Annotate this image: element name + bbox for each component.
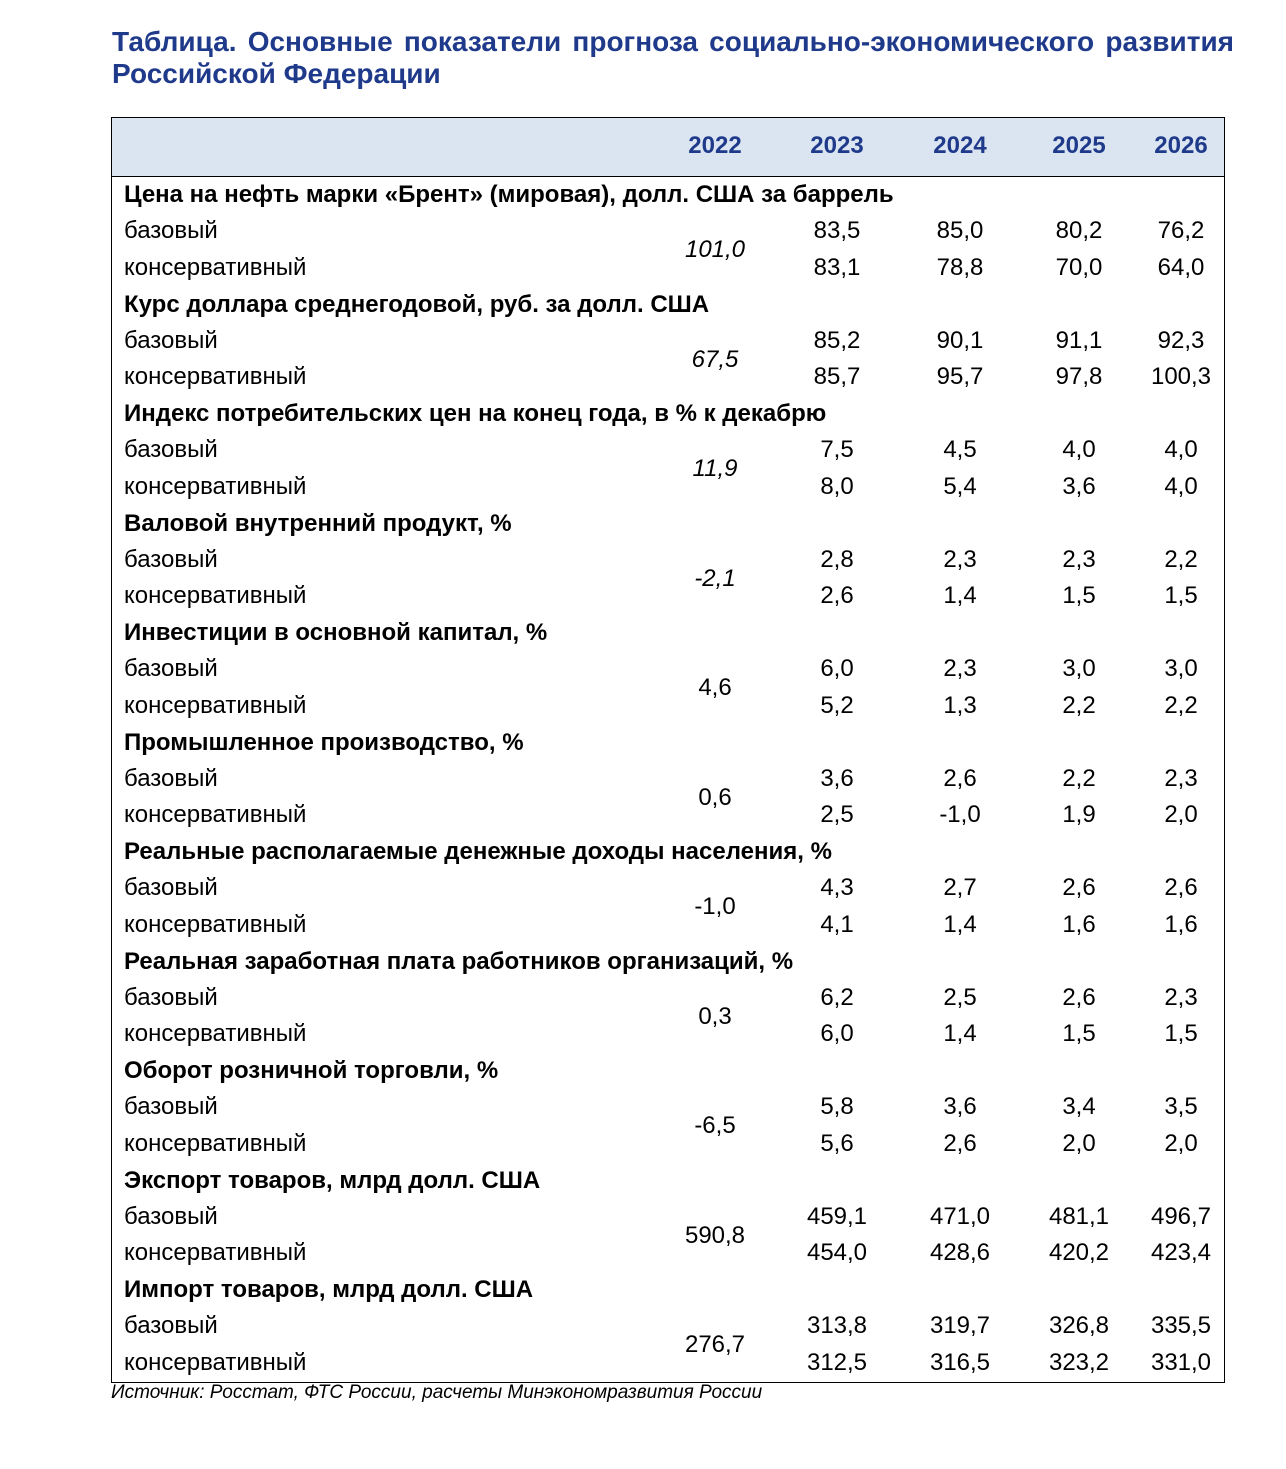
value-2025: 1,5 [1062, 1020, 1096, 1047]
value-2024: 2,6 [943, 764, 977, 792]
value-2026: 92,3 [1157, 326, 1205, 354]
scenario-label: базовый [124, 764, 218, 792]
scenario-row-base [112, 1308, 1224, 1344]
value-2024: 90,1 [936, 326, 984, 354]
indicator-title: Оборот розничной торговли, % [124, 1057, 499, 1084]
value-2026: 1,5 [1164, 582, 1198, 609]
scenario-label: консервативный [124, 691, 307, 719]
indicator-group [112, 396, 1224, 506]
value-2025: 1,9 [1062, 801, 1096, 828]
year-header-2024: 2024 [933, 132, 987, 159]
value-2023: 85,2 [813, 326, 861, 354]
indicator-title: Курс доллара среднегодовой, руб. за долл. США [124, 290, 710, 318]
value-2023: 8,0 [820, 472, 854, 500]
scenario-label: базовый [124, 326, 218, 354]
scenario-label: консервативный [124, 472, 307, 500]
value-2024: 1,4 [943, 582, 977, 609]
indicator-group [112, 177, 1224, 287]
value-2023: 83,1 [813, 253, 861, 281]
scenario-row-base [112, 761, 1224, 797]
value-2024: 2,6 [943, 1129, 977, 1157]
scenario-row-conservative [112, 907, 1224, 943]
year-header-2022: 2022 [688, 132, 742, 159]
scenario-row-base [112, 323, 1224, 359]
scenario-label: базовый [124, 436, 218, 463]
value-2026: 2,0 [1164, 1129, 1198, 1157]
forecast-table [111, 117, 1225, 1383]
value-2025: 2,0 [1062, 1129, 1096, 1157]
value-2025: 323,2 [1048, 1348, 1110, 1376]
value-2024: 471,0 [929, 1202, 991, 1230]
indicator-title: Цена на нефть марки «Брент» (мировая), долл. США за баррель [124, 181, 894, 208]
value-2026: 2,3 [1164, 764, 1198, 792]
indicator-group [112, 1053, 1224, 1163]
scenario-row-conservative [112, 359, 1224, 395]
value-2026: 4,0 [1164, 436, 1198, 463]
value-2026: 76,2 [1157, 217, 1205, 244]
scenario-row-conservative [112, 797, 1224, 833]
value-2023: 7,5 [820, 436, 854, 463]
scenario-row-base [112, 1089, 1224, 1125]
indicator-group [112, 615, 1224, 725]
value-2023: 5,2 [820, 691, 854, 719]
scenario-row-conservative [112, 469, 1224, 505]
indicator-group [112, 834, 1224, 944]
year-header-2023: 2023 [810, 132, 864, 159]
value-2023: 454,0 [806, 1239, 868, 1266]
indicator-group [112, 506, 1224, 616]
scenario-row-conservative [112, 578, 1224, 614]
value-2026: 4,0 [1164, 472, 1198, 500]
value-2023: 2,6 [820, 582, 854, 609]
indicator-title: Валовой внутренний продукт, % [124, 509, 512, 537]
value-2025: 326,8 [1048, 1312, 1110, 1339]
value-2026: 3,0 [1164, 655, 1198, 682]
value-2024: 95,7 [936, 363, 984, 390]
scenario-label: базовый [124, 545, 218, 573]
value-2026: 64,0 [1157, 253, 1205, 281]
value-2024: 2,3 [943, 655, 977, 682]
indicator-title: Импорт товаров, млрд долл. США [124, 1276, 534, 1303]
scenario-label: консервативный [124, 1129, 307, 1157]
value-2025: 1,6 [1062, 910, 1096, 938]
scenario-row-conservative [112, 1016, 1224, 1052]
value-2026: 2,6 [1164, 874, 1198, 901]
scenario-label: консервативный [124, 1020, 307, 1047]
value-2025: 4,0 [1062, 436, 1096, 463]
value-2022: 67,5 [691, 345, 739, 373]
year-header-2026: 2026 [1154, 132, 1208, 159]
scenario-label: базовый [124, 217, 218, 244]
value-2025: 3,6 [1062, 472, 1096, 500]
value-2022: -1,0 [694, 893, 736, 920]
value-2023: 5,6 [820, 1129, 854, 1157]
value-2023: 6,0 [820, 1020, 854, 1047]
value-2024: 78,8 [936, 253, 984, 281]
table-body [112, 177, 1224, 1382]
value-2026: 335,5 [1150, 1312, 1212, 1339]
value-2026: 2,2 [1164, 545, 1198, 573]
value-2024: 1,4 [943, 910, 977, 938]
value-2023: 313,8 [806, 1312, 868, 1339]
value-2023: 4,1 [820, 910, 854, 938]
value-2026: 100,3 [1150, 363, 1212, 390]
value-2025: 3,0 [1062, 655, 1096, 682]
value-2022: -6,5 [694, 1112, 736, 1139]
indicator-title: Промышленное производство, % [124, 728, 524, 756]
value-2023: 83,5 [813, 217, 861, 244]
scenario-row-base [112, 542, 1224, 578]
value-2023: 6,2 [820, 983, 854, 1011]
value-2023: 4,3 [820, 874, 854, 901]
scenario-row-base [112, 870, 1224, 906]
scenario-row-conservative [112, 1126, 1224, 1162]
scenario-row-conservative [112, 250, 1224, 286]
value-2026: 423,4 [1150, 1239, 1212, 1266]
scenario-row-base [112, 651, 1224, 687]
value-2024: 4,5 [943, 436, 977, 463]
value-2025: 2,3 [1062, 545, 1096, 573]
value-2024: 316,5 [929, 1348, 991, 1376]
indicator-title: Экспорт товаров, млрд долл. США [124, 1166, 541, 1194]
value-2025: 2,2 [1062, 691, 1096, 719]
table-title: Таблица. Основные показатели прогноза социально-экономического развития Российской Федерации [112, 26, 1234, 89]
value-2026: 3,5 [1164, 1093, 1198, 1120]
indicator-group [112, 1272, 1224, 1382]
value-2023: 6,0 [820, 655, 854, 682]
scenario-label: базовый [124, 1093, 218, 1120]
indicator-group [112, 725, 1224, 835]
value-2024: 1,4 [943, 1020, 977, 1047]
indicator-title: Реальные располагаемые денежные доходы населения, % [124, 838, 832, 865]
value-2022: 101,0 [684, 236, 746, 263]
scenario-row-conservative [112, 1345, 1224, 1381]
value-2025: 481,1 [1048, 1202, 1110, 1230]
value-2024: 1,3 [943, 691, 977, 719]
value-2024: 2,5 [943, 983, 977, 1011]
value-2024: 319,7 [929, 1312, 991, 1339]
scenario-label: консервативный [124, 582, 307, 609]
scenario-row-base [112, 213, 1224, 249]
scenario-row-conservative [112, 688, 1224, 724]
value-2022: 11,9 [692, 455, 738, 482]
value-2023: 459,1 [806, 1202, 868, 1230]
value-2024: 2,3 [943, 545, 977, 573]
source-note: Источник: Росстат, ФТС России, расчеты Минэкономразвития России [111, 1382, 763, 1403]
indicator-title: Инвестиции в основной капитал, % [124, 619, 548, 646]
value-2025: 2,6 [1062, 983, 1096, 1011]
value-2026: 2,0 [1164, 801, 1198, 828]
value-2024: 85,0 [936, 217, 984, 244]
value-2026: 2,2 [1164, 691, 1198, 719]
value-2024: 2,7 [943, 874, 977, 901]
scenario-row-base [112, 1199, 1224, 1235]
scenario-label: консервативный [124, 1239, 307, 1266]
scenario-label: консервативный [124, 253, 307, 281]
value-2023: 3,6 [820, 764, 854, 792]
scenario-label: консервативный [124, 1348, 307, 1376]
value-2025: 70,0 [1055, 253, 1103, 281]
scenario-label: консервативный [124, 363, 307, 390]
value-2022: -2,1 [694, 564, 736, 592]
value-2026: 331,0 [1150, 1348, 1212, 1376]
value-2023: 5,8 [820, 1093, 854, 1120]
scenario-label: консервативный [124, 910, 307, 938]
value-2022: 4,6 [698, 674, 732, 701]
scenario-label: базовый [124, 874, 218, 901]
value-2025: 3,4 [1062, 1093, 1096, 1120]
value-2025: 2,6 [1062, 874, 1096, 901]
value-2025: 1,5 [1062, 582, 1096, 609]
value-2022: 590,8 [684, 1221, 746, 1249]
value-2026: 1,5 [1164, 1020, 1198, 1047]
value-2025: 97,8 [1055, 363, 1103, 390]
scenario-label: консервативный [124, 801, 307, 828]
scenario-label: базовый [124, 1312, 218, 1339]
value-2023: 2,5 [820, 801, 854, 828]
scenario-label: базовый [124, 983, 218, 1011]
value-2026: 2,3 [1164, 983, 1198, 1011]
scenario-row-base [112, 432, 1224, 468]
indicator-title: Реальная заработная плата работников организаций, % [124, 947, 794, 975]
value-2024: 3,6 [943, 1093, 977, 1120]
indicator-title: Индекс потребительских цен на конец года, в % к декабрю [124, 400, 827, 427]
value-2026: 496,7 [1150, 1202, 1212, 1230]
value-2022: 0,3 [698, 1002, 732, 1030]
indicator-group [112, 944, 1224, 1054]
value-2025: 2,2 [1062, 764, 1096, 792]
table-header [112, 118, 1224, 177]
value-2025: 420,2 [1048, 1239, 1110, 1266]
value-2023: 85,7 [813, 363, 861, 390]
scenario-label: базовый [124, 1202, 218, 1230]
value-2024: 428,6 [929, 1239, 991, 1266]
value-2023: 312,5 [806, 1348, 868, 1376]
scenario-row-conservative [112, 1235, 1224, 1271]
value-2025: 91,1 [1055, 326, 1103, 354]
year-header-2025: 2025 [1052, 132, 1106, 159]
value-2022: 276,7 [684, 1331, 746, 1358]
scenario-label: базовый [124, 655, 218, 682]
value-2024: 5,4 [943, 472, 977, 500]
value-2026: 1,6 [1164, 910, 1198, 938]
value-2022: 0,6 [698, 783, 732, 811]
scenario-row-base [112, 980, 1224, 1016]
indicator-group [112, 287, 1224, 397]
value-2024: -1,0 [939, 801, 981, 828]
value-2023: 2,8 [820, 545, 854, 573]
value-2025: 80,2 [1055, 217, 1103, 244]
indicator-group [112, 1163, 1224, 1273]
